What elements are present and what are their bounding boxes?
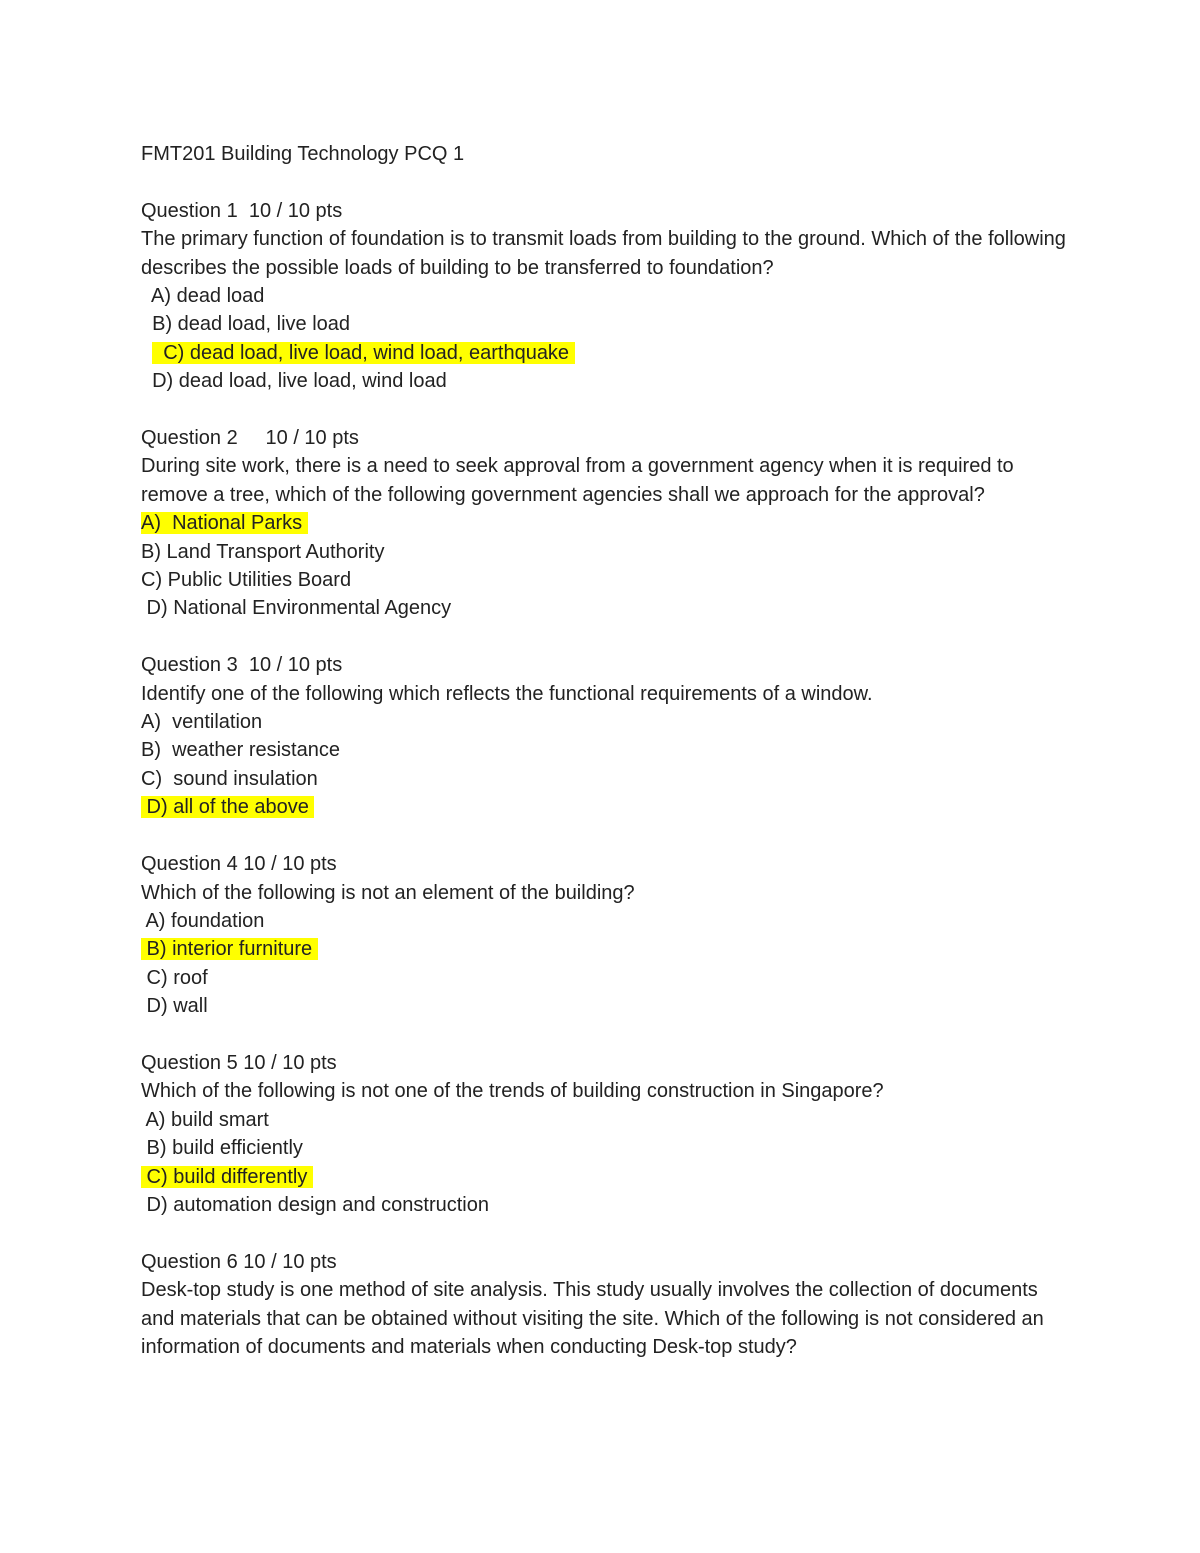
- question-text: During site work, there is a need to seek approval from a government agency when it is required to remove a tree, which of the following government agencies shall we approach for the approval?: [141, 455, 1014, 506]
- document-title: FMT201 Building Technology PCQ 1: [141, 143, 465, 165]
- question-block: [141, 850, 1070, 1020]
- answer-option: D) dead load, live load, wind load: [141, 370, 447, 393]
- question-header: Question 3 10 / 10 pts: [141, 654, 343, 677]
- answer-option: B) Land Transport Authority: [141, 540, 385, 563]
- question-header: Question 4 10 / 10 pts: [141, 853, 337, 876]
- answer-highlight: D) all of the above: [141, 796, 315, 819]
- question-text: Identify one of the following which reflects the functional requirements of a window.: [141, 682, 873, 705]
- answer-option-correct: [141, 339, 1070, 367]
- answer-option: D) National Environmental Agency: [141, 597, 452, 620]
- answer-option: B) dead load, live load: [141, 313, 351, 336]
- question-block: [141, 1049, 1070, 1219]
- answer-highlight: C) build differently: [141, 1165, 313, 1188]
- answer-option-correct: [141, 1163, 1070, 1191]
- answer-option: B) build efficiently: [141, 1137, 303, 1160]
- answer-highlight: A) National Parks: [141, 512, 308, 535]
- question-header: Question 2 10 / 10 pts: [141, 427, 359, 450]
- question-block: [141, 197, 1070, 396]
- question-header: Question 5 10 / 10 pts: [141, 1051, 337, 1074]
- answer-option: D) automation design and construction: [141, 1193, 489, 1216]
- question-text: Which of the following is not one of the trends of building construction in Singapore?: [141, 1080, 884, 1103]
- question-block: [141, 424, 1070, 623]
- question-text: Desk-top study is one method of site analysis. This study usually involves the collection of documents and materials that can be obtained without visiting the site. Which of the following is not considered an information of documents and materials when conducting Desk-top study?: [141, 1279, 1044, 1358]
- answer-option: A) dead load: [141, 285, 265, 308]
- question-text: The primary function of foundation is to transmit loads from building to the ground. Which of the following describes the possible loads of building to be transferred to foundation?: [141, 228, 1066, 279]
- answer-option-correct: [141, 935, 1070, 963]
- question-text: Which of the following is not an element of the building?: [141, 881, 635, 904]
- answer-option: D) wall: [141, 995, 208, 1018]
- answer-option: B) weather resistance: [141, 739, 340, 762]
- answer-option: A) build smart: [141, 1108, 269, 1131]
- answer-highlight: C) dead load, live load, wind load, earthquake: [152, 341, 575, 364]
- answer-option: C) roof: [141, 966, 208, 989]
- answer-option-correct: [141, 509, 1070, 537]
- answer-option: A) ventilation: [141, 711, 263, 734]
- answer-option: C) Public Utilities Board: [141, 569, 352, 592]
- answer-option: C) sound insulation: [141, 767, 318, 790]
- answer-option-correct: [141, 793, 1070, 821]
- question-block: [141, 1248, 1070, 1362]
- question-block: [141, 651, 1070, 821]
- question-header: Question 1 10 / 10 pts: [141, 199, 343, 222]
- question-header: Question 6 10 / 10 pts: [141, 1250, 337, 1273]
- answer-option: A) foundation: [141, 909, 265, 932]
- answer-highlight: B) interior furniture: [141, 938, 318, 961]
